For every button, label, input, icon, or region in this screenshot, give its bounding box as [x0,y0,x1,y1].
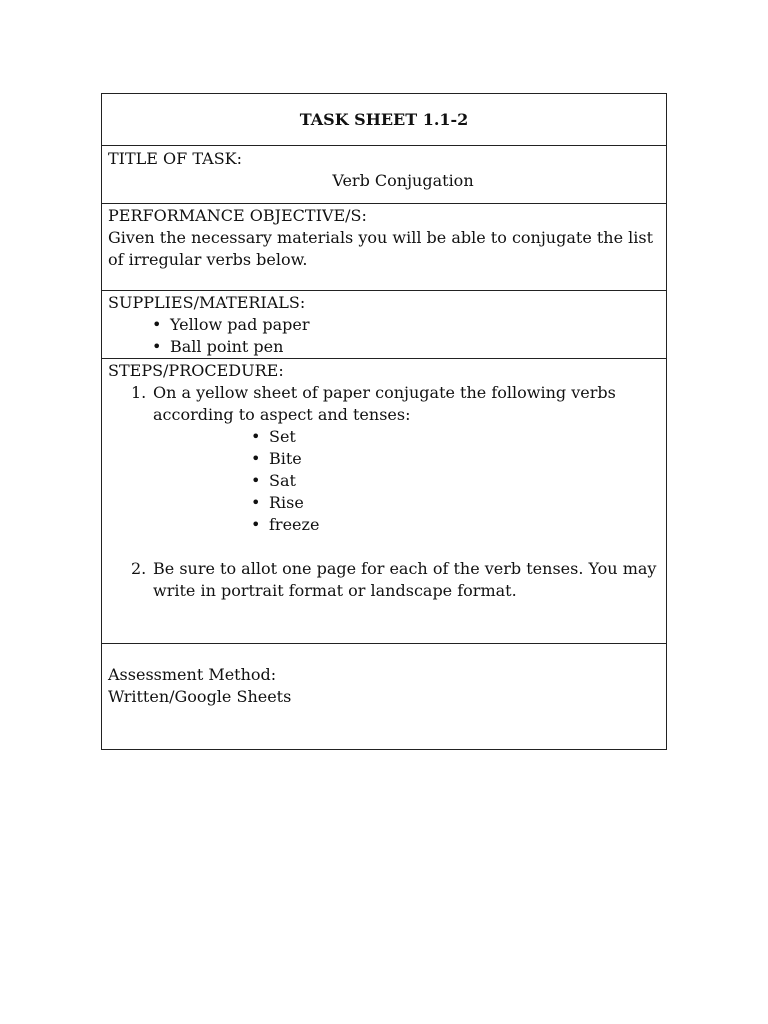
title-of-task-cell [102,146,667,204]
step-spacer [108,536,660,558]
verb-item: • Set [245,426,660,448]
supplies-label: SUPPLIES/MATERIALS: [108,293,306,312]
supply-item: • Yellow pad paper [146,314,660,336]
steps-cell [102,359,667,644]
title-of-task-label: TITLE OF TASK: [108,149,243,168]
steps-label: STEPS/PROCEDURE: [108,361,284,380]
supplies-list [146,314,660,358]
step-1-text: On a yellow sheet of paper conjugate the following verbs according to aspect and tenses: [153,383,616,424]
task-sheet-title: TASK SHEET 1.1-2 [102,94,667,146]
steps-row [102,359,667,644]
verb-item: • Bite [245,448,660,470]
assessment-label: Assessment Method: [108,665,277,684]
supplies-cell [102,291,667,359]
verb-item: • Sat [245,470,660,492]
step-2-number: 2. [131,559,147,578]
supply-item: • Ball point pen [146,336,660,358]
step-2 [108,558,660,602]
performance-objective-cell [102,204,667,291]
assessment-row [102,644,667,750]
performance-objective-label: PERFORMANCE OBJECTIVE/S: [108,206,367,225]
task-sheet-table [101,93,667,750]
step-2-text: Be sure to allot one page for each of the verb tenses. You may write in portrait format or landscape format. [153,559,657,600]
header-row [102,94,667,146]
performance-objective-text: Given the necessary materials you will be able to conjugate the list of irregular verbs below. [108,228,654,269]
step-1 [108,382,660,426]
title-of-task-row [102,146,667,204]
supplies-row [102,291,667,359]
step-1-number: 1. [131,383,147,402]
title-of-task-value: Verb Conjugation [332,171,474,190]
assessment-cell [102,644,667,750]
verb-item: • freeze [245,514,660,536]
performance-objective-row [102,204,667,291]
verbs-list [245,426,660,536]
verb-item: • Rise [245,492,660,514]
assessment-value: Written/Google Sheets [108,687,292,706]
